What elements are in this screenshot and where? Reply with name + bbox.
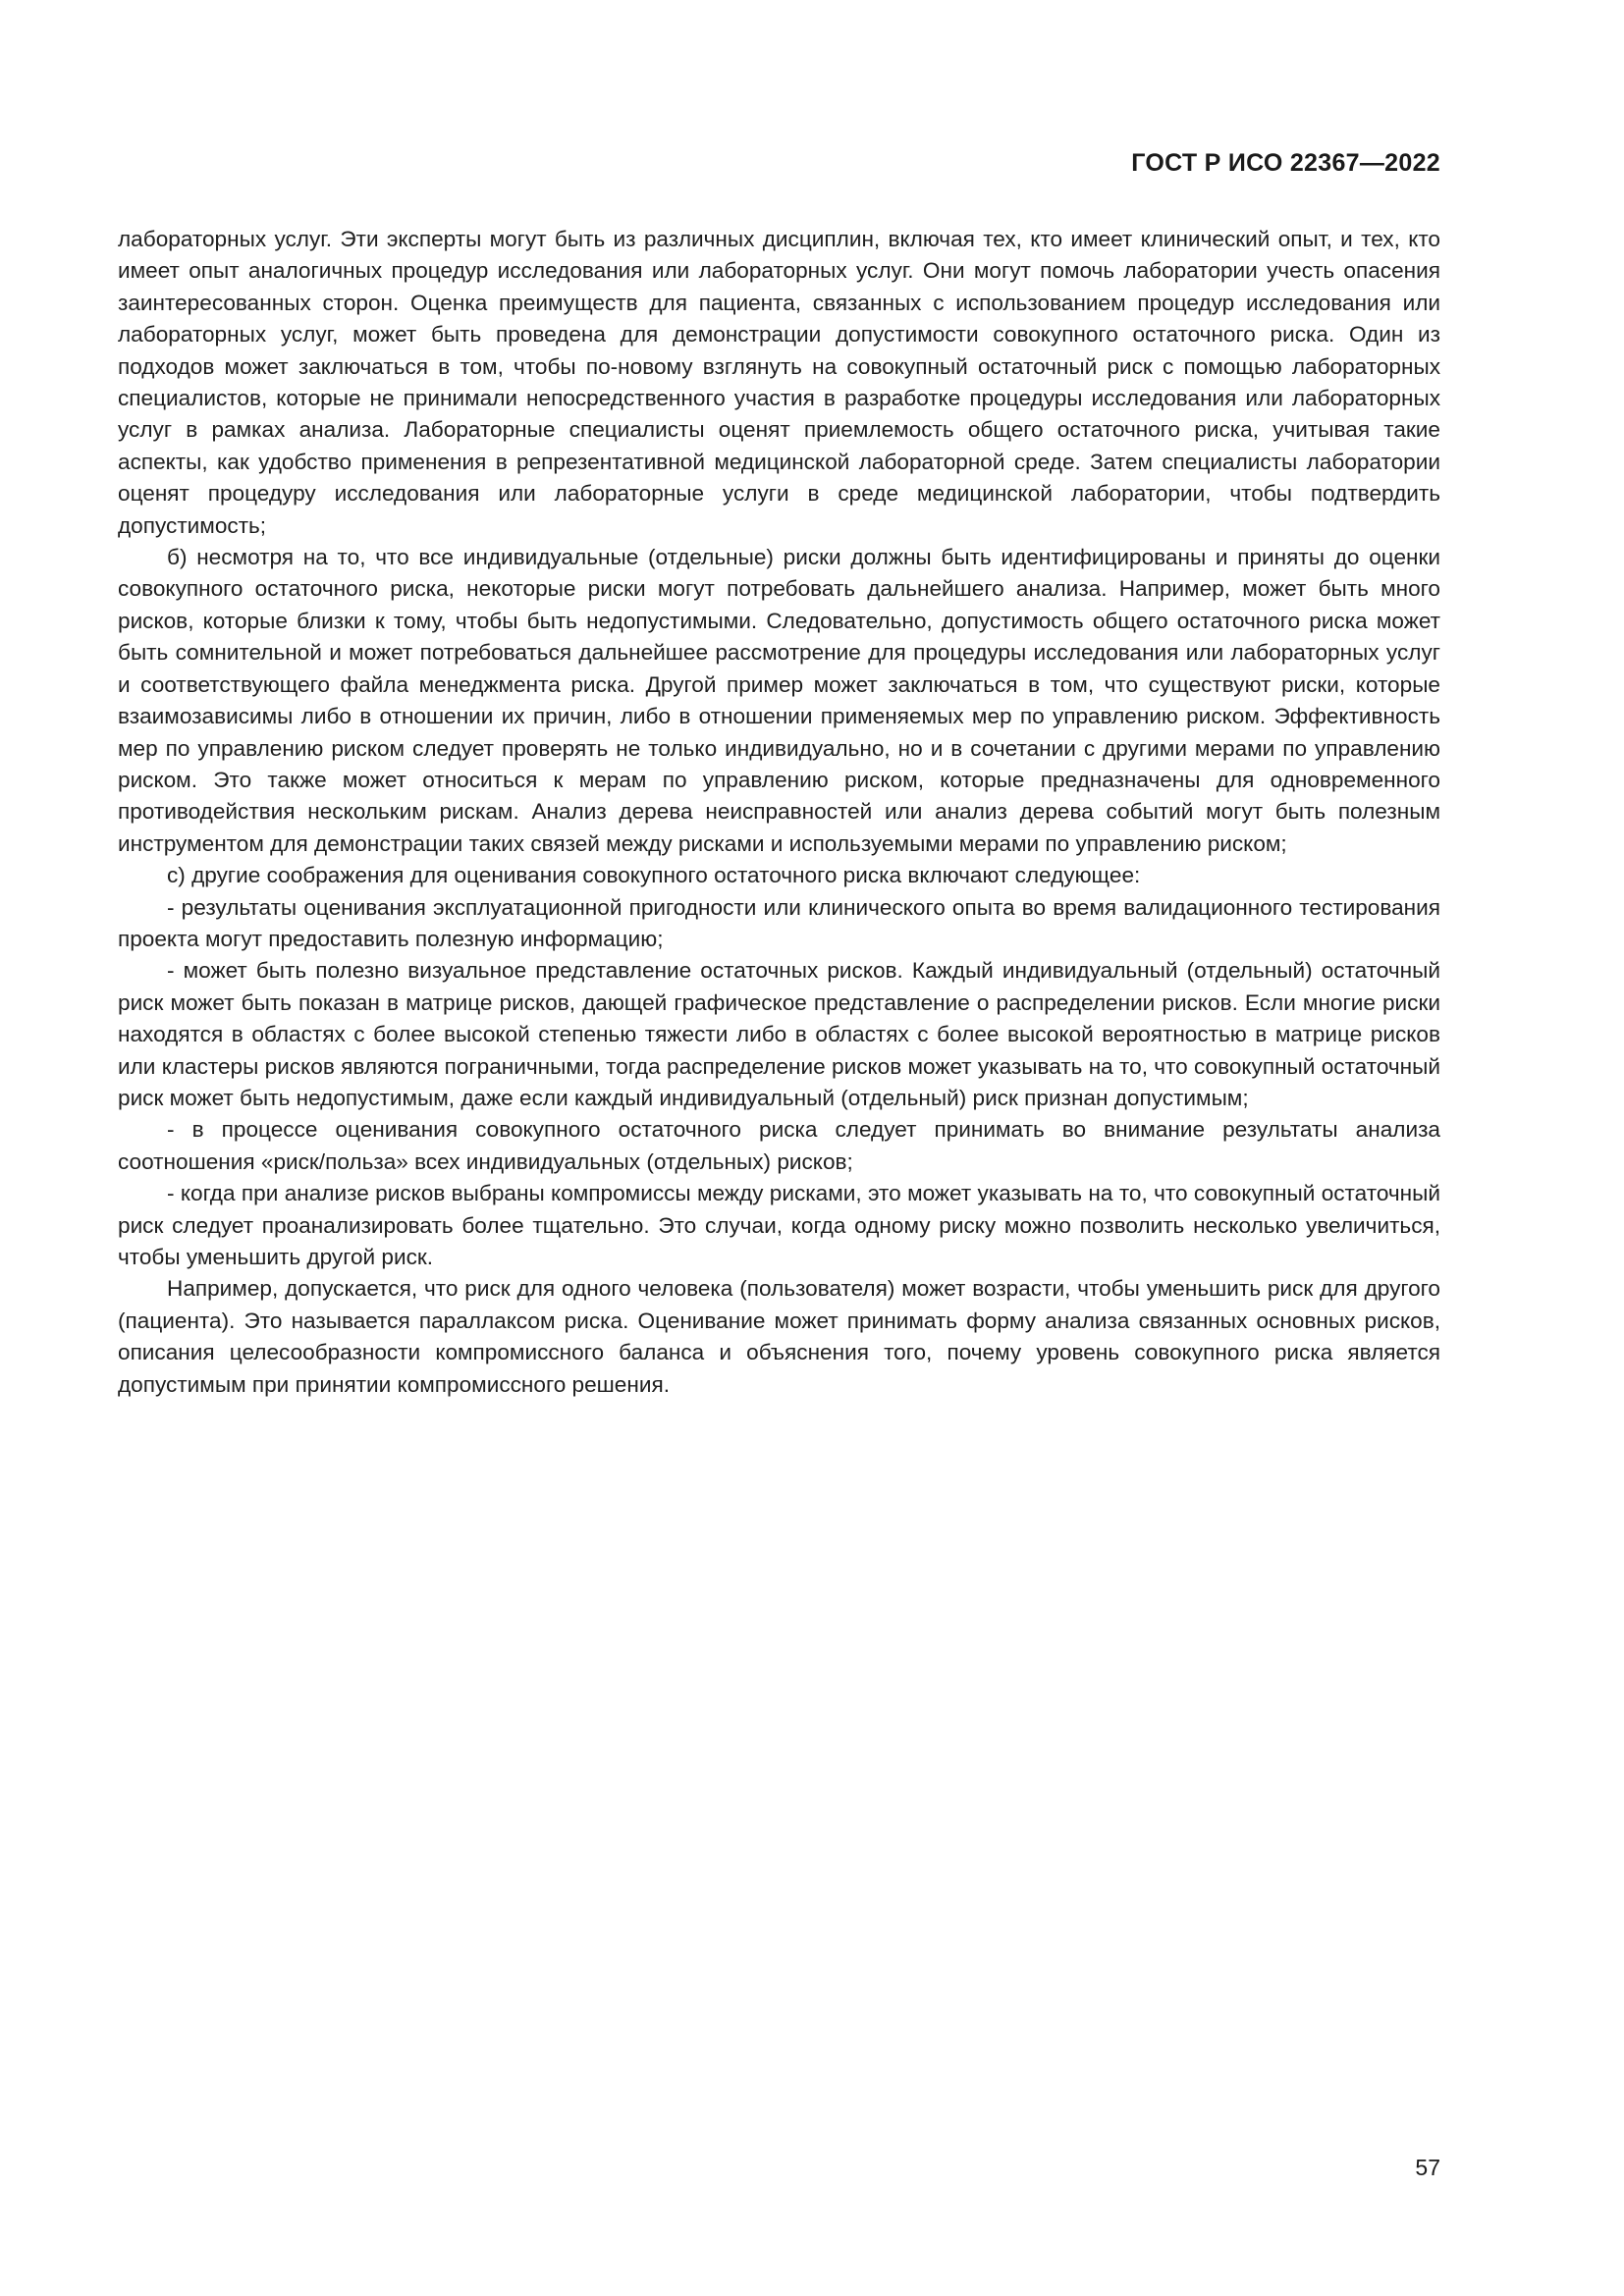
list-item-visual-representation: - может быть полезно визуальное представление остаточных рисков. Каждый индивидуальный (отдельный) остаточный риск может быть показан в матрице рисков, дающей графическое представление о распределении рисков. Если многие риски находятся в областях с более высокой степенью тяжести либо в областях с более высокой вероятностью в матрице рисков или кластеры рисков являются пограничными, тогда распределение рисков может указывать на то, что совокупный остаточный риск может быть недопустимым, даже если каждый индивидуальный (отдельный) риск признан допустимым; bbox=[118, 958, 1440, 1110]
list-item-benefit-risk: - в процессе оценивания совокупного остаточного риска следует принимать во внимание результаты анализа соотношения «риск/польза» всех индивидуальных (отдельных) рисков; bbox=[118, 1117, 1440, 1174]
paragraph-continuation: лабораторных услуг. Эти эксперты могут быть из различных дисциплин, включая тех, кто имеет клинический опыт, и тех, кто имеет опыт аналогичных процедур исследования или лабораторных услуг. Они могут помочь лаборатории учесть опасения заинтересованных сторон. Оценка преимуществ для пациента, связанных с использованием процедур исследования или лабораторных услуг, может быть проведена для демонстрации допустимости совокупного остаточного риска. Один из подходов может заключаться в том, чтобы по-новому взглянуть на совокупный остаточный риск с помощью лабораторных специалистов, которые не принимали непосредственного участия в разработке процедуры исследования или лабораторных услуг в рамках анализа. Лабораторные специалисты оценят приемлемость общего остаточного риска, учитывая такие аспекты, как удобство применения в репрезентативной медицинской лабораторной среде. Затем специалисты лаборатории оценят процедуру исследования или лабораторные услуги в среде медицинской лаборатории, чтобы подтвердить допустимость; bbox=[118, 227, 1440, 538]
paragraph-item-c: c) другие соображения для оценивания совокупного остаточного риска включают следующее: bbox=[167, 863, 1141, 888]
list-item-usability: - результаты оценивания эксплуатационной пригодности или клинического опыта во время валидационного тестирования проекта могут предоставить полезную информацию; bbox=[118, 894, 1440, 951]
page-number: 57 bbox=[1415, 2155, 1440, 2180]
document-body bbox=[118, 224, 1440, 1401]
paragraph-item-b: б) несмотря на то, что все индивидуальные (отдельные) риски должны быть идентифицированы и приняты до оценки совокупного остаточного риска, некоторые риски могут потребовать дальнейшего анализа. Например, может быть много рисков, которые близки к тому, чтобы быть недопустимыми. Следовательно, допустимость общего остаточного риска может быть сомнительной и может потребоваться дальнейшее рассмотрение для процедуры исследования или лабораторных услуг и соответствующего файла менеджмента риска. Другой пример может заключаться в том, что существуют риски, которые взаимозависимы либо в отношении их причин, либо в отношении применяемых мер по управлению риском. Эффективность мер по управлению риском следует проверять не только индивидуально, но и в сочетании с другими мерами по управлению риском. Это также может относиться к мерам по управлению риском, которые предназначены для одновременного противодействия нескольким рискам. Анализ дерева неисправностей или анализ дерева событий могут быть полезным инструментом для демонстрации таких связей между рисками и используемыми мерами по управлению риском; bbox=[118, 545, 1440, 856]
standard-header: ГОСТ Р ИСО 22367—2022 bbox=[1131, 149, 1440, 177]
list-item-tradeoffs: - когда при анализе рисков выбраны компромиссы между рисками, это может указывать на то, что совокупный остаточный риск следует проанализировать более тщательно. Это случаи, когда одному риску можно позволить несколько увеличиться, чтобы уменьшить другой риск. bbox=[118, 1181, 1440, 1269]
paragraph-example: Например, допускается, что риск для одного человека (пользователя) может возрасти, чтобы уменьшить риск для другого (пациента). Это называется параллаксом риска. Оценивание может принимать форму анализа связанных основных рисков, описания целесообразности компромиссного баланса и объяснения того, почему уровень совокупного риска является допустимым при принятии компромиссного решения. bbox=[118, 1276, 1440, 1397]
